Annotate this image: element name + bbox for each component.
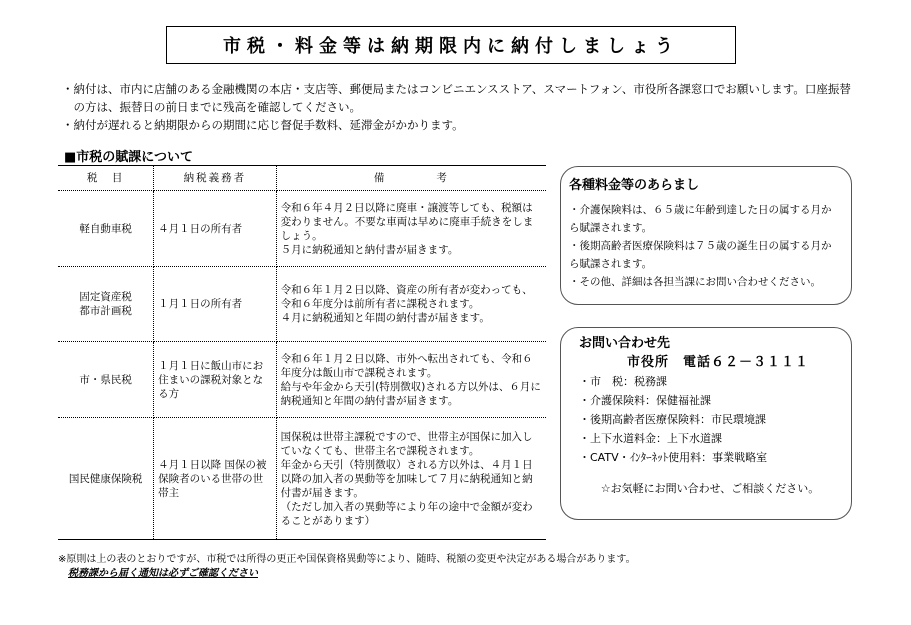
- footnote: ※原則は上の表のとおりですが、市税では所得の更正や国保資格異動等により、随時、税額の変更や決定がある場合があります。: [58, 554, 636, 565]
- contact-box: [560, 327, 852, 520]
- tax-item: 国民健康保険税: [58, 418, 154, 540]
- table-header-row: [58, 166, 546, 191]
- contact-heading: お問い合わせ先: [579, 336, 671, 351]
- contact-item: ・CATV・ｲﾝﾀｰﾈｯﾄ使用料：事業戦略室: [579, 451, 768, 464]
- header-taxpayer: 納税義務者: [154, 166, 277, 191]
- footnote-emphasis: 税務課から届く通知は必ずご確認ください: [68, 568, 258, 579]
- intro-note: ・納付は、市内に店舗のある金融機関の本店・支店等、郵便局またはコンビニエンスストア、スマートフォン、市役所各課窓口でお願いします。口座振替の方は、振替日の前日までに残高を確認してください。: [62, 82, 851, 114]
- contact-closing: ☆お気軽にお問い合わせ、ご相談ください。: [600, 482, 820, 495]
- fees-item: ・その他、詳細は各担当課にお問い合わせください。: [569, 276, 821, 288]
- table-row: [58, 418, 546, 540]
- header-tax-item: 税 目: [58, 166, 154, 191]
- tax-item: 軽自動車税: [58, 191, 154, 267]
- taxpayer: ４月１日以降 国保の被保険者のいる世帯の世帯主: [154, 418, 277, 540]
- tax-note: 国保税は世帯主課税ですので、世帯主が国保に加入していなくても、世帯主名で課税されます。 年金から天引（特別徴収）される方以外は、４月１日以降の加入者の異動等を加味して７月に納税通知と納付書が届きます。 （ただし加入者の異動等により年の途中で金額が変わることがあります）: [276, 418, 546, 540]
- tax-item: 固定資産税 都市計画税: [58, 267, 154, 342]
- taxpayer: ４月１日の所有者: [154, 191, 277, 267]
- tax-note: 令和６年１月２日以降、資産の所有者が変わっても、令和６年度分は前所有者に課税されます。 ４月に納税通知と年間の納付書が届きます。: [276, 267, 546, 342]
- fees-item: ・介護保険料は、６５歳に年齢到達した日の属する月から賦課されます。: [569, 204, 832, 234]
- fees-heading: 各種料金等のあらまし: [569, 178, 700, 193]
- page-title: 市税・料金等は納期限内に納付しましょう: [166, 26, 736, 64]
- fees-overview-box: [560, 166, 852, 305]
- taxpayer: １月１日に飯山市にお住まいの課税対象となる方: [154, 342, 277, 418]
- header-notes: 備 考: [276, 166, 546, 191]
- table-row: [58, 342, 546, 418]
- contact-item: ・後期高齢者医療保険料：市民環境課: [579, 413, 766, 426]
- contact-item: ・上下水道料金：上下水道課: [579, 432, 722, 445]
- intro-notes: [62, 80, 862, 134]
- contact-phone: 市役所 電話６２－３１１１: [627, 355, 810, 370]
- taxpayer: １月１日の所有者: [154, 267, 277, 342]
- section-heading: ■市税の賦課について: [64, 150, 194, 165]
- contact-item: ・市 税：税務課: [579, 375, 667, 388]
- contact-item: ・介護保険料：保健福祉課: [579, 394, 711, 407]
- fees-item: ・後期高齢者医療保険料は７５歳の誕生日の属する月から賦課されます。: [569, 240, 832, 270]
- tax-note: 令和６年１月２日以降、市外へ転出されても、令和６年度分は飯山市で課税されます。 給与や年金から天引(特別徴収)される方以外は、６月に納税通知と年間の納付書が届きます。: [276, 342, 546, 418]
- table-row: [58, 267, 546, 342]
- tax-note: 令和６年４月２日以降に廃車・譲渡等しても、税額は変わりません。不要な車両は早めに廃車手続きをしましょう。 ５月に納税通知と納付書が届きます。: [276, 191, 546, 267]
- tax-table: [58, 165, 546, 540]
- table-row: [58, 191, 546, 267]
- intro-note: ・納付が遅れると納期限からの期間に応じ督促手数料、延滞金がかかります。: [62, 118, 464, 132]
- tax-item: 市・県民税: [58, 342, 154, 418]
